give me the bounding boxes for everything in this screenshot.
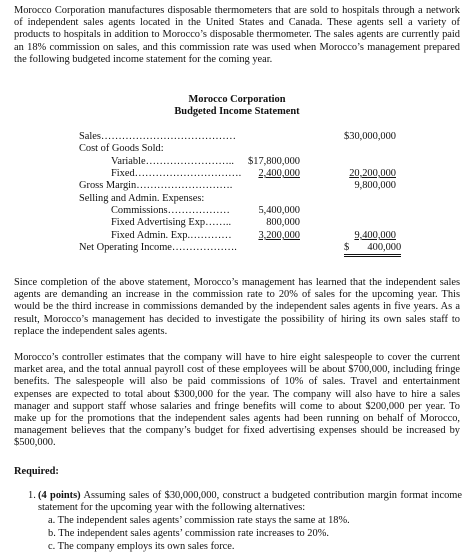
commissions-label: Commissions……………… bbox=[111, 205, 230, 216]
fixed-advertising-label: Fixed Advertising Exp…….. bbox=[111, 217, 232, 228]
selling-admin-total: 9,400,000 bbox=[354, 230, 396, 241]
gross-margin-value: 9,800,000 bbox=[354, 180, 396, 191]
noi-amount: 400,000 bbox=[367, 242, 402, 253]
net-operating-income-value bbox=[344, 242, 401, 257]
fixed-label: Fixed…………………………. bbox=[111, 168, 242, 179]
fixed-value: 2,400,000 bbox=[258, 168, 300, 179]
fixed-admin-value: 3,200,000 bbox=[258, 230, 300, 241]
gross-margin-label: Gross Margin………………………. bbox=[79, 180, 233, 191]
fixed-advertising-value: 800,000 bbox=[266, 217, 300, 228]
commission-increase-paragraph: Since completion of the above statement, Morocco’s management has learned that the independent sales agents are demanding an increase in the commission rate to 20% of sales for the upcoming year. This would be the third increase in commissions demanded by the independent sales agents in five years. As a result, Morocco’s management has decided to investigate the possibility of hiring its own sales staff to replace the independent sales agents. bbox=[14, 277, 460, 337]
net-operating-income-label: Net Operating Income………………. bbox=[79, 242, 237, 253]
selling-admin-label: Selling and Admin. Expenses: bbox=[79, 193, 205, 204]
alternative-b: b. The independent sales agents’ commission rate increases to 20%. bbox=[48, 528, 329, 539]
question-text bbox=[38, 490, 462, 514]
variable-label: Variable…………………….. bbox=[111, 156, 234, 167]
cogs-label: Cost of Goods Sold: bbox=[79, 143, 164, 154]
noi-dollar-sign: $ bbox=[344, 242, 350, 253]
statement-title: Budgeted Income Statement bbox=[174, 106, 300, 117]
cogs-total: 20,200,000 bbox=[349, 168, 396, 179]
required-heading: Required: bbox=[14, 466, 59, 477]
alternative-c: c. The company employs its own sales force. bbox=[48, 541, 235, 552]
controller-estimate-paragraph: Morocco’s controller estimates that the company will have to hire eight salespeople to cover the current market area, and the total annual payroll cost of these employees will be about $700,000, including fringe benefits. The salespeople will also be paid commissions of 10% of sales. Travel and entertainment expenses are expected to total about $300,000 for the year. The company will also have to hire a sales manager and support staff whose salaries and fringe benefits will come to about $200,000 per year. To make up for the promotions that the independent sales agents had been running on behalf of Morocco, management believes that the company’s budget for fixed advertising expenses should be increased by $500,000. bbox=[14, 352, 460, 449]
variable-value: $17,800,000 bbox=[248, 156, 300, 167]
question-points: (4 points) bbox=[38, 490, 81, 501]
intro-paragraph: Morocco Corporation manufactures disposable thermometers that are sold to hospitals through a network of independent sales agents located in the United States and Canada. These agents sell a variety of products to hospitals in addition to Morocco’s disposable thermometer. The sales agents are currently paid an 18% commission on sales, and this commission rate was used when Morocco’s management prepared the following budgeted income statement for the coming year. bbox=[14, 5, 460, 65]
commissions-value: 5,400,000 bbox=[258, 205, 300, 216]
question-body: Assuming sales of $30,000,000, construct a budgeted contribution margin format income statement for the upcoming year with the following alternatives: bbox=[38, 490, 463, 514]
fixed-admin-label: Fixed Admin. Exp.………… bbox=[111, 230, 232, 241]
statement-company: Morocco Corporation bbox=[188, 94, 286, 105]
sales-value: $30,000,000 bbox=[344, 131, 396, 142]
question-number: 1. bbox=[28, 490, 36, 501]
sales-label: Sales………………………………… bbox=[79, 131, 237, 142]
alternative-a: a. The independent sales agents’ commission rate stays the same at 18%. bbox=[48, 515, 350, 526]
